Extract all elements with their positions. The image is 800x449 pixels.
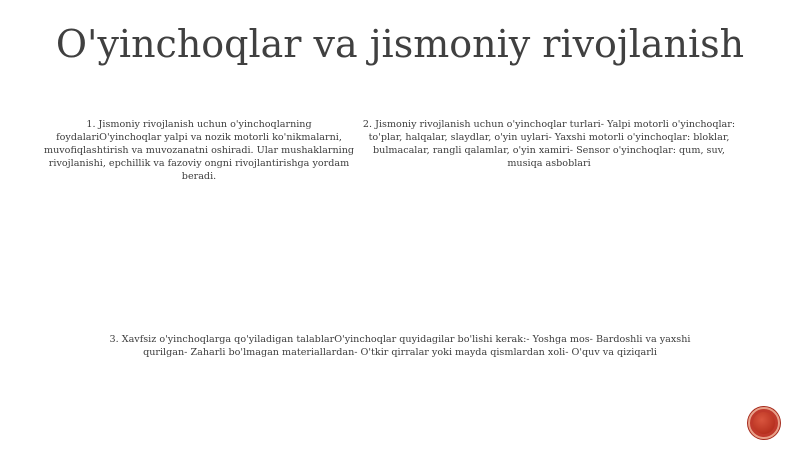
content-block-2: 2. Jismoniy rivojlanish uchun o'yinchoqlar turlari- Yalpi motorli o'yinchoqlar: to'plar, halqalar, slaydlar, o'yin uylari- Yaxshi motorli o'yinchoqlar: bloklar, bulmacalar, rangli qalamlar, o'yin xamiri- Sensor o'yinchoqlar: qum, suv, musiqa asboblari	[362, 119, 736, 169]
next-slide-button[interactable]	[748, 407, 780, 439]
slide-title: O'yinchoqlar va jismoniy rivojlanish	[55, 22, 745, 66]
content-block-1: 1. Jismoniy rivojlanish uchun o'yinchoqlarning foydalariO'yinchoqlar yalpi va nozik motorli ko'nikmalarni, muvofiqlashtirish va muvozanatni oshiradi. Ular mushaklarning rivojlanishi, epchillik va fazoviy ongni rivojlantirishga yordam beradi.	[43, 119, 355, 182]
content-block-3: 3. Xavfsiz o'yinchoqlarga qo'yiladigan talablarO'yinchoqlar quyidagilar bo'lishi kerak:- Yoshga mos- Bardoshli va yaxshi qurilgan- Zaharli bo'lmagan materiallardan- O'tkir qirralar yoki mayda qismlardan xoli- O'quv va qiziqarli	[109, 334, 691, 358]
red-circle-icon	[753, 412, 775, 434]
